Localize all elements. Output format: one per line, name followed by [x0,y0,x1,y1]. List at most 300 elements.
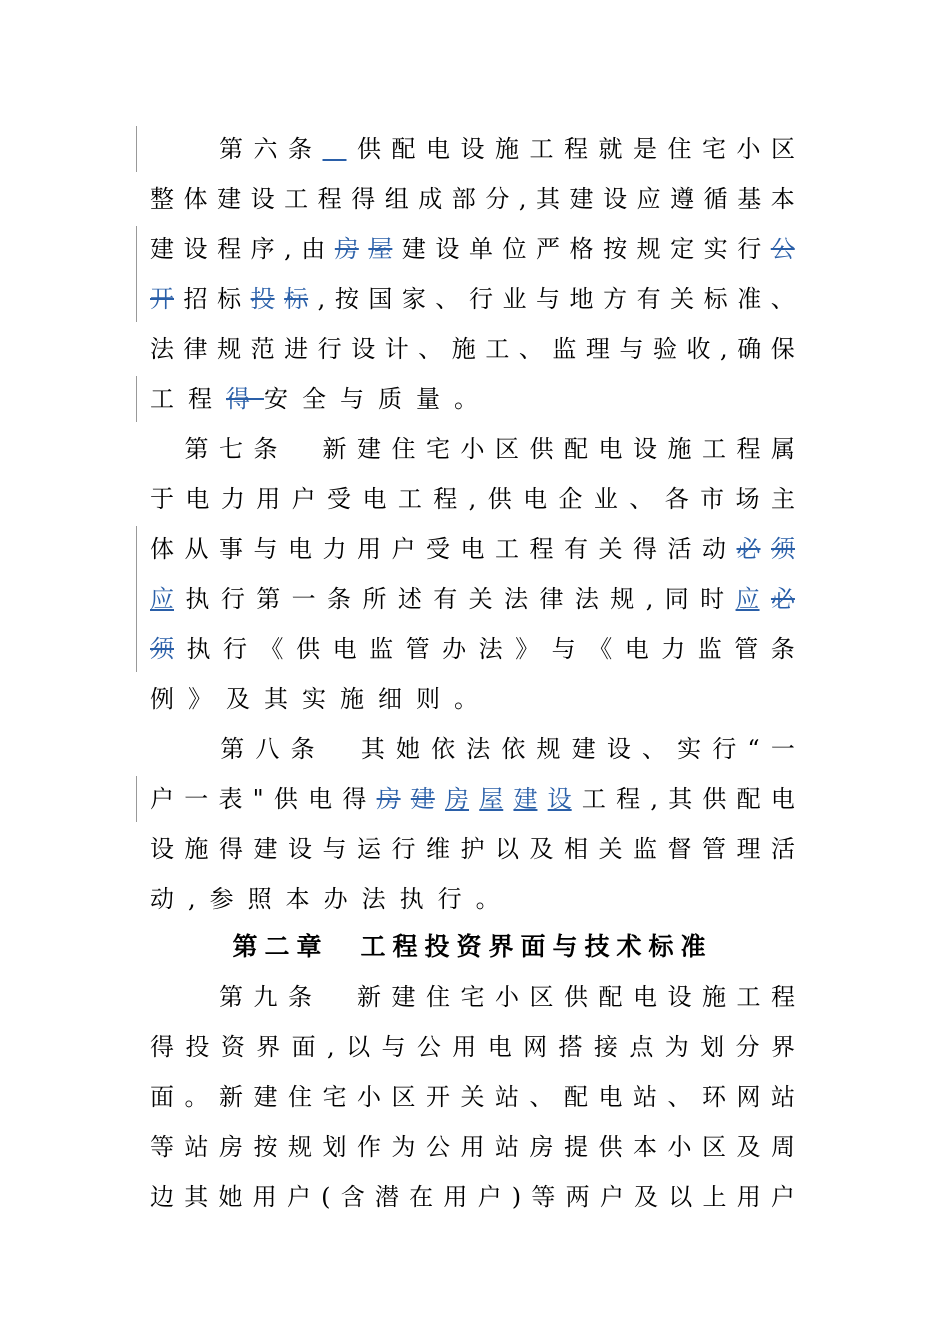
inserted-char: 设 [547,785,572,813]
text-char: 工 [485,335,510,363]
text-line [150,174,795,224]
text-char: 关 [598,535,623,563]
text-char: , [650,785,658,813]
text-char: 及 [226,685,264,713]
text-char: 建 [401,235,426,263]
text-char: 电 [332,635,357,663]
text-char: 为 [391,1133,416,1161]
text-char: 严 [536,235,561,263]
text-char: 用 [452,1033,477,1061]
text-char: 遵 [670,185,695,213]
text-char: 基 [737,185,762,213]
text-char: 以 [346,1033,371,1061]
text-char: 周 [771,1133,795,1161]
text-char: 建 [150,235,174,263]
text-char: 七 [219,435,243,463]
text-char: 供 [487,485,512,513]
text-char: 行 [468,285,493,313]
text-char: 含 [340,1183,365,1211]
text-char: 关 [670,285,695,313]
text-char: 及 [634,1183,659,1211]
text-char: 电 [487,1033,512,1061]
text-char: 与 [536,285,561,313]
text-char: 确 [737,335,762,363]
text-char: 关 [460,1083,485,1111]
text-char [150,724,174,774]
text-char: , [317,285,326,313]
text-char: 家 [401,285,426,313]
text-char: 区 [391,1083,416,1111]
inserted-char: 应 [150,585,174,613]
text-char: 以 [495,835,519,863]
text-char: 护 [460,835,485,863]
text-char: 户 [286,1183,311,1211]
text-char: , [645,585,654,613]
text-char: 法 [361,885,400,913]
text-char: 招 [183,285,208,313]
text-char: 程 [771,983,795,1011]
text-char: 户 [391,535,416,563]
text-char: 建 [391,983,416,1011]
text-char: 有 [564,535,588,563]
text-char: 、 [435,285,460,313]
text-char: 建 [571,735,596,763]
text-char: 质 [378,385,416,413]
text-char: 规 [610,585,635,613]
chapter-heading: 第二章 工程投资界面与技术标准 [232,932,713,961]
text-line [150,524,795,574]
text-char: 实 [677,735,702,763]
text-char: 其 [668,785,693,813]
text-char: 分 [735,1033,760,1061]
text-char: 本 [633,1133,657,1161]
revision-change-bar [136,126,137,172]
text-char: 属 [771,435,795,463]
text-char: 用 [460,1133,485,1161]
text-char: 面 [291,1033,316,1061]
text-line [150,774,795,824]
text-line [150,1122,795,1172]
text-char: 站 [633,1083,657,1111]
text-char: 等 [150,1133,174,1161]
text-char: 条 [288,135,312,163]
text-char: 力 [220,485,245,513]
text-char: 公 [426,1133,450,1161]
text-char: 从 [184,535,209,563]
deleted-char: 建 [410,785,435,813]
text-char: , [327,1033,335,1061]
text-char: 计 [384,335,409,363]
text-char: 执 [185,585,210,613]
text-char: 程 [529,535,554,563]
text-line [150,574,795,624]
text-char: 与 [619,335,644,363]
text-line [150,374,795,424]
text-char: 住 [426,983,450,1011]
text-line [150,874,795,924]
revision-change-bar [136,376,137,422]
text-char [288,424,312,474]
revision-change-bar [136,526,137,672]
text-char: 宅 [702,135,726,163]
text-char: 站 [184,1133,209,1161]
text-char: 法 [150,335,174,363]
revision-change-bar [136,776,137,822]
text-char: 工 [702,435,726,463]
text-char: 循 [703,185,728,213]
text-char: 她 [395,735,420,763]
text-char: 用 [357,535,381,563]
text-char: 电 [426,135,450,163]
text-line [150,1172,795,1222]
text-char: 电 [624,635,649,663]
deleted-char: 须 [771,535,795,563]
text-char: 工 [397,485,422,513]
text-char: 业 [502,285,527,313]
text-char: 市 [700,485,725,513]
deleted-char: 开 [150,285,174,313]
text-char: 设 [288,835,312,863]
text-char: 标 [217,285,242,313]
text-char: 站 [771,1083,795,1111]
text-char: 设 [435,235,460,263]
text-char: 执 [186,635,211,663]
text-char: 公 [416,1033,441,1061]
text-char: 供 [296,635,321,663]
text-char: 以 [668,1183,693,1211]
text-line [150,424,795,474]
text-char: , [284,235,292,263]
text-char: 电 [362,485,387,513]
text-char: 安 [264,385,302,413]
text-char: 施 [667,435,692,463]
text-char: 体 [150,535,174,563]
text-char: 供 [702,785,727,813]
text-char: 、 [629,485,654,513]
text-char: 及 [736,1133,761,1161]
text-char: 相 [564,835,588,863]
text-char: 小 [736,135,761,163]
text-char: 户 [291,485,316,513]
text-char: 法 [478,635,503,663]
text-char: 办 [442,635,467,663]
text-char [185,972,209,1022]
text-char: 、 [770,285,795,313]
text-char: 条 [327,585,352,613]
text-char: 监 [697,635,722,663]
text-char: 区 [529,983,554,1011]
text-char: 与 [381,1033,406,1061]
text-char: 设 [351,335,376,363]
text-char: 界 [256,1033,281,1061]
text-char: 、 [641,735,666,763]
text-char: , [188,885,210,913]
text-char: 一 [770,735,795,763]
deleted-char: 得 [226,385,264,413]
text-char: 工 [529,135,554,163]
text-char: 施 [184,835,209,863]
text-char: 网 [736,1083,761,1111]
text-char: 建 [569,185,594,213]
text-char: 第 [256,585,281,613]
text-char: 宅 [426,435,450,463]
text-char: 建 [217,185,242,213]
text-char: 。 [475,885,514,913]
text-char: 户 [150,785,174,813]
text-char: 八 [255,735,280,763]
text-char: 设 [606,735,631,763]
text-char: 分 [485,185,510,213]
text-char: 宅 [322,1083,347,1111]
text-char: 成 [418,185,443,213]
text-char: 设 [603,185,628,213]
text-char: 供 [357,135,381,163]
text-char: 工 [736,983,761,1011]
text-char [326,724,350,774]
text-char: 界 [770,1033,795,1061]
deleted-char: 须 [150,635,174,663]
text-char: 标 [703,285,728,313]
text-char: 事 [219,535,243,563]
text-char: 供 [564,983,588,1011]
text-char: 站 [495,1133,519,1161]
text-char: 时 [700,585,725,613]
text-char: 与 [340,385,378,413]
text-char: 施 [340,685,378,713]
text-char: 作 [357,1133,381,1161]
text-char: 电 [598,1083,623,1111]
text-char: , [720,335,728,363]
deleted-char: 房 [334,235,359,263]
text-char: 实 [703,235,728,263]
text-char: 房 [529,1133,554,1161]
deleted-char: 必 [770,585,795,613]
text-char: 体 [183,185,208,213]
inserted-char: 房 [445,785,470,813]
deleted-char: 标 [284,285,309,313]
text-char: 、 [667,1083,692,1111]
text-char: 住 [391,435,416,463]
inserted-char [323,124,347,174]
text-char: 小 [495,983,519,1011]
text-line [150,724,795,774]
text-char: 规 [636,235,661,263]
text-char: 电 [185,485,210,513]
text-line [150,1072,795,1122]
text-char: 量 [416,385,454,413]
text-char: 投 [185,1033,210,1061]
text-char: 序 [250,235,275,263]
text-char: 为 [664,1033,689,1061]
text-char: 行 [737,235,762,263]
text-char: 企 [558,485,583,513]
text-char: 表 [218,785,243,813]
text-char: 划 [700,1033,725,1061]
text-line [150,224,795,274]
text-char: 本 [285,885,324,913]
text-char: 上 [702,1183,727,1211]
text-char: 配 [736,785,761,813]
text-char: 法 [574,585,599,613]
text-char: 一 [184,785,209,813]
text-char: 运 [357,835,381,863]
text-char: 活 [667,535,692,563]
text-char: 本 [770,185,795,213]
text-char: 供 [529,435,554,463]
text-char: 组 [384,185,409,213]
text-char: 工 [495,535,519,563]
text-char: 其 [360,735,385,763]
text-char: 区 [495,435,519,463]
text-char: 施 [451,335,476,363]
text-char: 理 [736,835,761,863]
text-char: 受 [426,535,450,563]
text-char: 、 [418,335,443,363]
text-char [150,972,174,1022]
text-char: 划 [322,1133,347,1161]
text-char [185,724,209,774]
text-line [150,274,795,324]
text-char: 细 [378,685,416,713]
text-char: 程 [433,485,458,513]
text-char: 点 [629,1033,654,1061]
text-char: 第 [184,435,209,463]
text-char: 九 [253,983,278,1011]
text-char: 格 [569,235,594,263]
text-char: 条 [770,635,795,663]
text-char: 、 [529,1083,554,1111]
deleted-char: 房 [376,785,401,813]
text-char: 执 [399,885,438,913]
text-char: 行 [220,585,245,613]
text-char: 按 [334,285,359,313]
text-char: 条 [290,735,315,763]
text-char: 律 [183,335,208,363]
text-char: 活 [771,835,795,863]
text-char: 有 [636,285,661,313]
text-char: 程 [188,385,226,413]
text-char: 等 [531,1183,556,1211]
text-char: 行 [223,635,248,663]
text-char: 规 [536,735,561,763]
text-char: 房 [219,1133,243,1161]
text-char: 进 [284,335,309,363]
text-char: 由 [301,235,326,263]
text-char: 关 [468,585,493,613]
text-char: 电 [770,785,795,813]
text-char: 管 [405,635,430,663]
text-char: ) [511,1183,522,1211]
inserted-char: 建 [513,785,538,813]
text-char: 用 [736,1183,761,1211]
text-char: 管 [734,635,759,663]
text-line [150,972,795,1022]
text-char: 电 [308,785,333,813]
text-char: 得 [342,785,367,813]
text-char: 程 [317,185,342,213]
text-char: 法 [466,735,491,763]
text-char: 程 [616,785,641,813]
text-char: 开 [426,1083,450,1111]
text-char: 工 [581,785,606,813]
text-char: 工 [150,385,188,413]
text-char: 与 [253,535,278,563]
text-char: 区 [771,135,795,163]
text-char: 规 [288,1133,312,1161]
text-char: 》 [515,635,540,663]
text-char: 全 [302,385,340,413]
text-char: 接 [593,1033,618,1061]
text-char: 动 [702,535,726,563]
text-char: 力 [661,635,686,663]
text-char: 。 [454,685,492,713]
text-char [150,424,174,474]
text-char: 条 [288,983,312,1011]
text-char: 条 [253,435,278,463]
text-char: 地 [569,285,594,313]
text-char: 国 [368,285,393,313]
text-char: 建 [357,435,381,463]
text-char: 力 [322,535,347,563]
text-char: 设 [460,135,485,163]
text-char: 面 [150,1083,174,1111]
text-char: 户 [599,1183,624,1211]
text-char: , [468,485,477,513]
text-char: 整 [150,185,174,213]
text-char: 供 [273,785,298,813]
text-char: 施 [495,135,519,163]
text-char: 设 [150,835,174,863]
revision-change-bar [136,226,137,322]
text-char: 资 [220,1033,245,1061]
text-char: 行 [317,335,342,363]
text-char: 部 [451,185,476,213]
text-char: 小 [667,1133,692,1161]
text-char: 两 [565,1183,590,1211]
text-char: 配 [564,435,588,463]
text-char: 潜 [374,1183,399,1211]
text-char: 与 [322,835,347,863]
text-char: 施 [702,983,726,1011]
text-char: 参 [209,885,248,913]
text-char: 六 [253,135,278,163]
text-char: 行 [712,735,737,763]
text-line [150,1022,795,1072]
text-char: 她 [218,1183,243,1211]
text-char: 法 [504,585,529,613]
text-char: 及 [529,835,554,863]
text-char: 一 [291,585,316,613]
text-char: 。 [454,385,492,413]
text-char: 电 [598,435,623,463]
inserted-char: 屋 [479,785,504,813]
text-char: 设 [183,235,208,263]
text-char: 边 [150,1183,174,1211]
text-char: 小 [460,435,485,463]
text-char: 监 [552,335,577,363]
text-char: 用 [256,485,281,513]
text-char: 受 [327,485,352,513]
text-char: 验 [652,335,677,363]
text-char: 设 [250,185,275,213]
text-char: 程 [564,135,588,163]
text-char: 。 [184,1083,209,1111]
text-char: 述 [397,585,422,613]
text-char: 按 [603,235,628,263]
text-char: 按 [253,1133,278,1161]
text-char: 供 [598,1133,623,1161]
text-char: 同 [664,585,689,613]
